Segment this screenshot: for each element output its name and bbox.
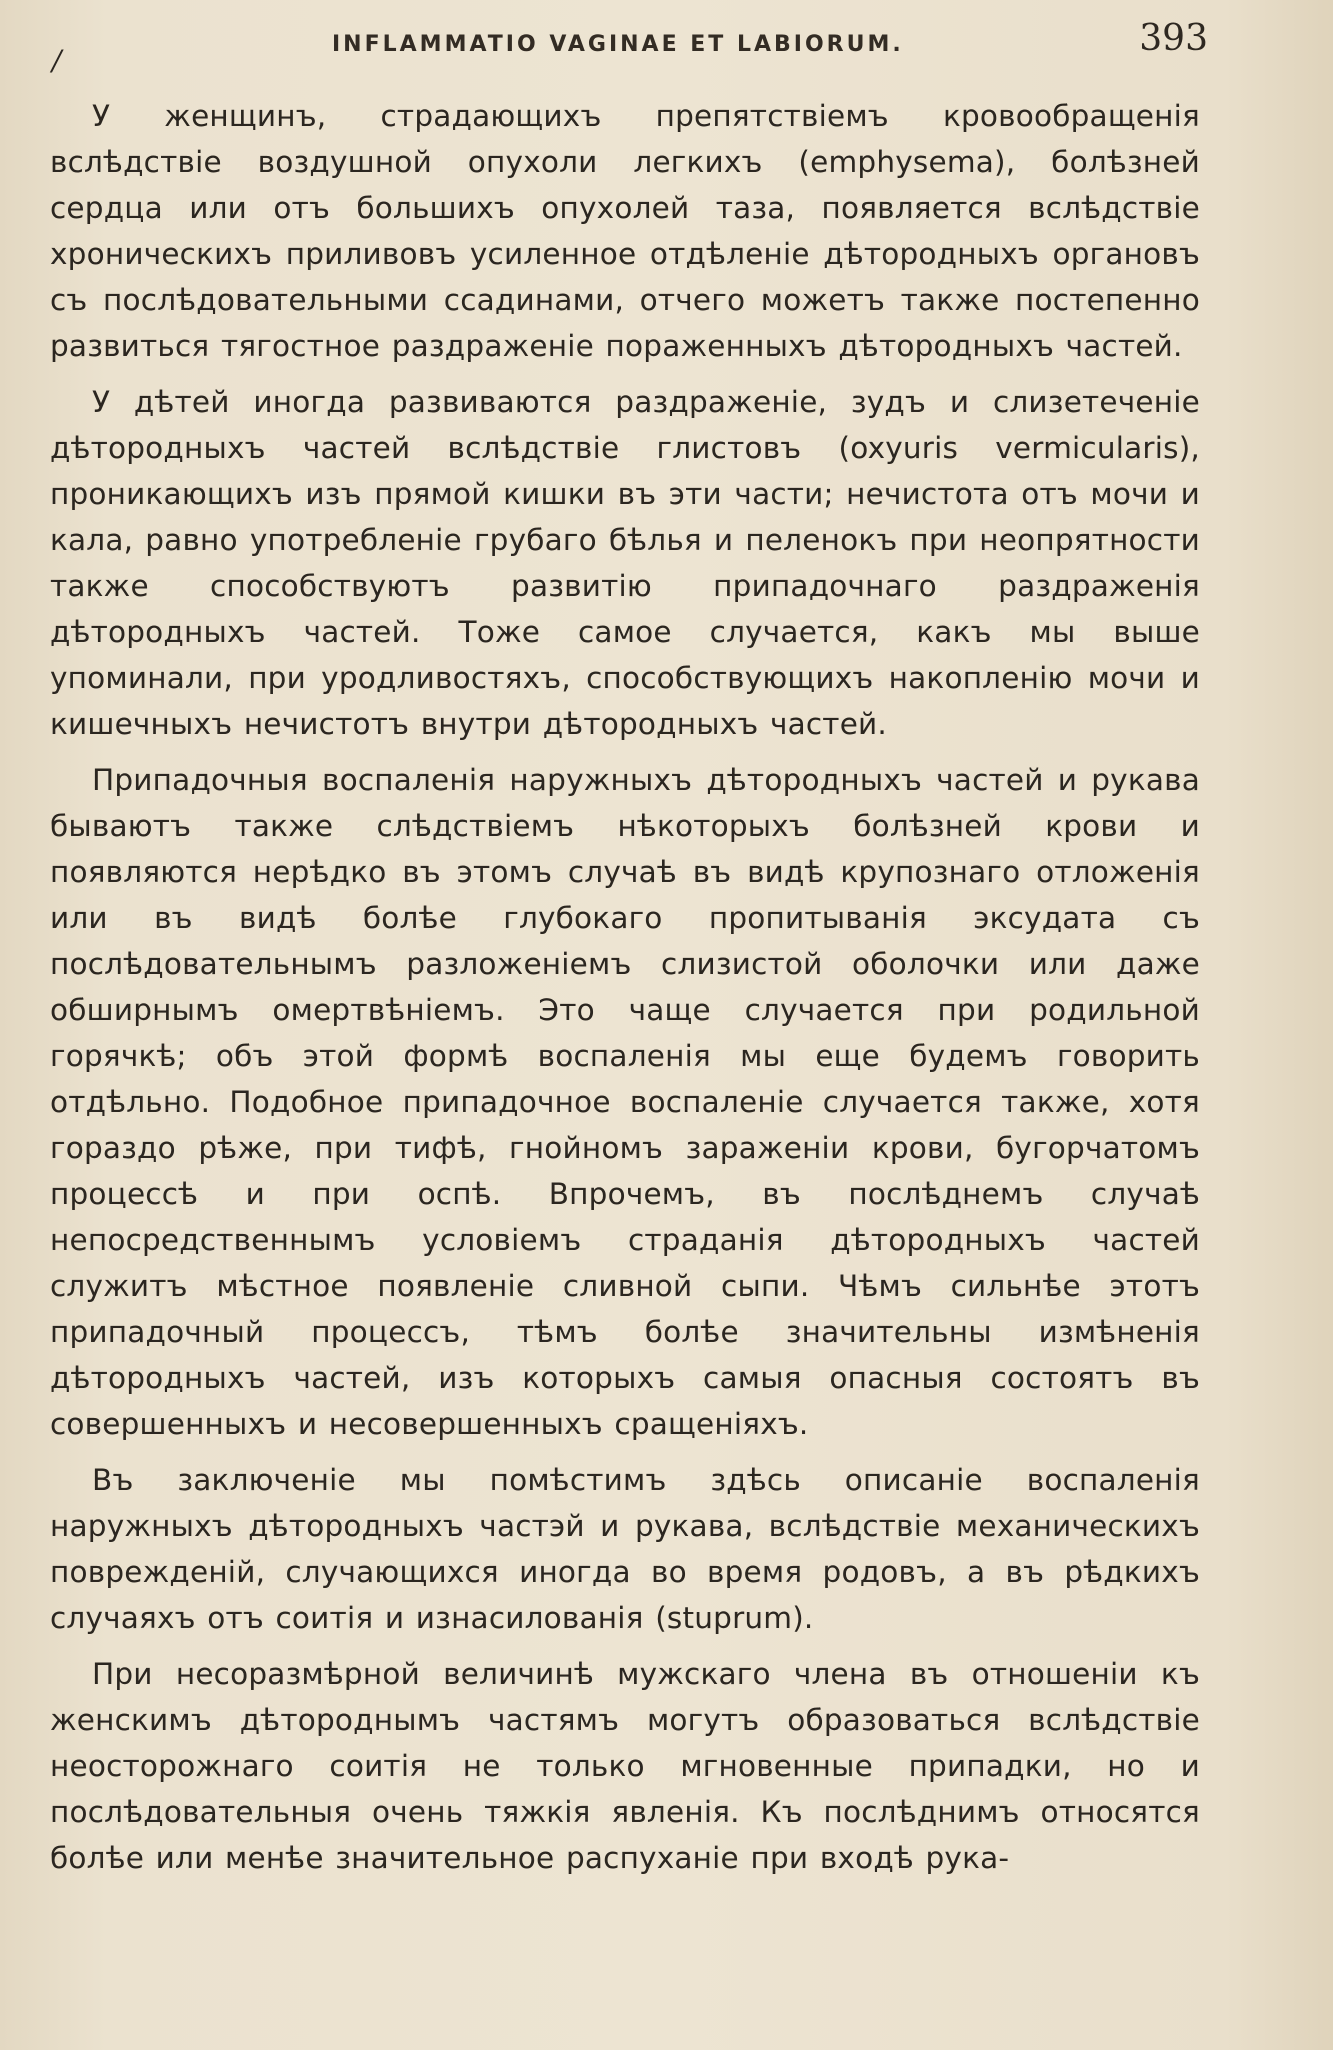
paragraph-2: У дѣтей иногда развиваются раздраженіе, зудъ и слизетеченіе дѣтородныхъ частей вслѣдствіе глистовъ (oxyuris vermicularis), проникающихъ изъ прямой кишки въ эти части; нечистота отъ мочи и кала, равно употребленіе грубаго бѣлья и пеленокъ при неопрятности также способствуютъ развитію припадочнаго раздраженія дѣтородныхъ частей. Тоже самое случается, какъ мы выше упоминали, при уродливостяхъ, способствующихъ накопленію мочи и кишечныхъ нечистотъ внутри дѣтородныхъ частей. — [50, 385, 1200, 741]
paragraph-5: При несоразмѣрной величинѣ мужскаго члена въ отношеніи къ женскимъ дѣтороднымъ частямъ могутъ образоваться вслѣдствіе неосторожнаго соитія не только мгновенные припадки, но и послѣдовательныя очень тяжкія явленія. Къ послѣднимъ относятся болѣе или менѣе значительное распуханіе при входѣ рука- — [50, 1657, 1200, 1875]
running-title: INFLAMMATIO VAGINAE ET LABIORUM. — [332, 32, 904, 57]
margin-mark: / — [52, 44, 62, 77]
paragraph-3: Припадочныя воспаленія наружныхъ дѣтородныхъ частей и рукава бываютъ также слѣдствіемъ нѣкоторыхъ болѣзней крови и появляются нерѣдко въ этомъ случаѣ въ видѣ крупознаго отложенія или въ видѣ болѣе глубокаго пропитыванія эксудата съ послѣдовательнымъ разложеніемъ слизистой оболочки или даже обширнымъ омертвѣніемъ. Это чаще случается при родильной горячкѣ; объ этой формѣ воспаленія мы еще будемъ говорить отдѣльно. Подобное припадочное воспаленіе случается также, хотя гораздо рѣже, при тифѣ, гнойномъ зараженіи крови, бугорчатомъ процессѣ и при оспѣ. Впрочемъ, въ послѣднемъ случаѣ непосредственнымъ условіемъ страданія дѣтородныхъ частей служитъ мѣстное появленіе сливной сыпи. Чѣмъ сильнѣе этотъ припадочный процессъ, тѣмъ болѣе значительны измѣненія дѣтородныхъ частей, изъ которыхъ самыя опасныя состоятъ въ совершенныхъ и несовершенныхъ сращеніяхъ. — [50, 763, 1200, 1441]
page-number: 393 — [1139, 18, 1208, 59]
page-header — [52, 18, 1208, 77]
page-body — [50, 93, 1200, 1891]
paragraph-4: Въ заключеніе мы помѣстимъ здѣсь описаніе воспаленія наружныхъ дѣтородныхъ частэй и рукава, вслѣдствіе механическихъ поврежденій, случающихся иногда во время родовъ, а въ рѣдкихъ случаяхъ отъ соитія и изнасилованія (stuprum). — [50, 1463, 1200, 1635]
paragraph-1: У женщинъ, страдающихъ препятствіемъ кровообращенія вслѣдствіе воздушной опухоли легкихъ (emphysema), болѣзней сердца или отъ большихъ опухолей таза, появляется вслѣдствіе хроническихъ приливовъ усиленное отдѣленіе дѣтородныхъ органовъ съ послѣдовательными ссадинами, отчего можетъ также постепенно развиться тягостное раздраженіе пораженныхъ дѣтородныхъ частей. — [50, 99, 1200, 363]
